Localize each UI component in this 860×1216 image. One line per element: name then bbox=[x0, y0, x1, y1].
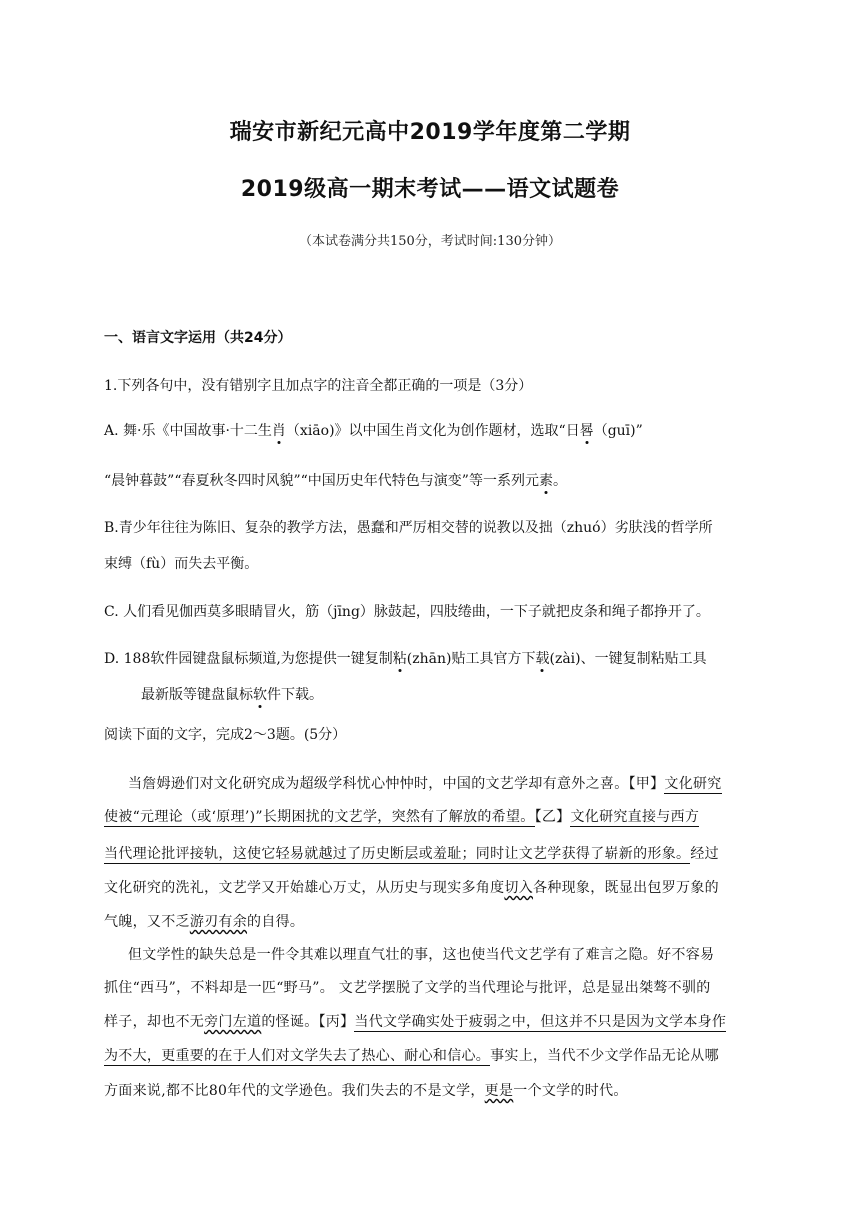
text-run: 。 bbox=[552, 473, 567, 489]
passage-p1-line5 bbox=[104, 911, 304, 931]
wavy-underlined-text: 切入 bbox=[504, 880, 534, 896]
dotted-char: 肖 bbox=[271, 423, 286, 439]
dotted-char: 素 bbox=[538, 473, 553, 489]
underlined-text: 文化研究 bbox=[664, 776, 722, 792]
passage-p2-line2: 抓住“西马”，不料却是一匹“野马”。 文艺学摆脱了文学的当代理论与批评，总是显出桀骜不驯的 bbox=[104, 980, 711, 996]
dotted-char: 载 bbox=[535, 651, 550, 667]
text-run: 一个文学的时代。 bbox=[513, 1083, 628, 1099]
option-a-line2 bbox=[104, 470, 567, 490]
section-heading: 一、语言文字运用（共24分） bbox=[104, 330, 292, 346]
text-run: 事实上，当代不少文学作品无论从哪 bbox=[490, 1048, 719, 1064]
text-run: 气魄，又不乏 bbox=[104, 914, 190, 930]
underlined-text: 文化研究直接与西方 bbox=[570, 809, 700, 825]
text-run: 件下载。 bbox=[267, 687, 323, 703]
text-run: 各种现象，既显出包罗万象的 bbox=[533, 880, 719, 896]
text-run: (zhān)贴工具官方下 bbox=[406, 651, 536, 667]
wavy-underlined-text: 旁门左道 bbox=[204, 1014, 262, 1030]
underlined-text: 使被“元理论（或‘原理’)”长期困扰的文艺学，突然有了解放的希望。 bbox=[104, 809, 535, 825]
option-d-line2 bbox=[141, 684, 323, 704]
text-run: （guī)” bbox=[593, 423, 643, 439]
passage-p2-line5 bbox=[104, 1080, 628, 1100]
passage-p2-line3 bbox=[104, 1011, 726, 1031]
text-run: 样子，却也不无 bbox=[104, 1014, 205, 1030]
text-run: 当詹姆逊们对文化研究成为超级学科忧心忡忡时，中国的文艺学却有意外之喜。【甲】 bbox=[128, 776, 665, 792]
text-run: 的自得。 bbox=[247, 914, 305, 930]
passage-p1-line4 bbox=[104, 877, 719, 897]
passage-p2-line1: 但文学性的缺失总是一件令其难以理直气壮的事，这也使当代文艺学有了难言之隐。好不容易 bbox=[128, 947, 715, 963]
text-run: 最新版等键盘鼠标 bbox=[141, 687, 253, 703]
option-b-line1: B.青少年往往为陈旧、复杂的教学方法，愚蠢和严厉相交替的说教以及拙（zhuó）劣肤浅的哲学所 bbox=[104, 520, 713, 536]
text-run: 的怪诞。【丙】 bbox=[261, 1014, 355, 1030]
text-run: D. 188软件园键盘鼠标频道,为您提供一键复制 bbox=[104, 651, 393, 667]
underlined-text: 当代文学确实处于疲弱之中，但这并不只是因为文学本身作 bbox=[354, 1014, 727, 1030]
question-1-stem: 1.下列各句中，没有错别字且加点字的注音全都正确的一项是（3分） bbox=[104, 378, 533, 394]
reading-intro: 阅读下面的文字，完成2～3题。(5分） bbox=[104, 727, 347, 743]
dotted-char: 粘 bbox=[392, 651, 407, 667]
passage-p1-line3 bbox=[104, 843, 719, 863]
underlined-text: 当代理论批评接轨，这使它轻易就越过了历史断层或羞耻；同时让文艺学获得了崭新的形象。 bbox=[104, 846, 691, 862]
wavy-underlined-text: 更是 bbox=[484, 1083, 514, 1099]
text-run: 经过 bbox=[690, 846, 719, 862]
exam-title-line2: 2019级高一期末考试——语文试题卷 bbox=[240, 177, 620, 202]
text-run: （xiāo)》以中国生肖文化为创作题材，选取“日 bbox=[285, 423, 580, 439]
text-run: 方面来说,都不比80年代的文学逊色。我们失去的不是文学， bbox=[104, 1083, 485, 1099]
wavy-underlined-text: 游刃有余 bbox=[189, 914, 248, 930]
text-run: “晨钟暮鼓”“春夏秋冬四时风貌”“中国历史年代特色与演变”等一系列元 bbox=[104, 473, 539, 489]
option-c: C. 人们看见伽西莫多眼睛冒火，筋（jīng）脉鼓起，四肢绻曲，一下子就把皮条和绳子都挣开了。 bbox=[104, 604, 710, 620]
exam-note: （本试卷满分共150分，考试时间:130分钟） bbox=[298, 234, 561, 249]
passage-p1-line2 bbox=[104, 806, 699, 826]
text-run: 【乙】 bbox=[534, 809, 571, 825]
exam-title-line1: 瑞安市新纪元高中2019学年度第二学期 bbox=[229, 120, 631, 145]
text-run: 文化研究的洗礼，文艺学又开始雄心万丈，从历史与现实多角度 bbox=[104, 880, 505, 896]
dotted-char: 软 bbox=[253, 687, 267, 703]
passage-p1-line1 bbox=[128, 773, 722, 793]
underlined-text: 为不大，更重要的在于人们对文学失去了热心、耐心和信心。 bbox=[104, 1048, 491, 1064]
dotted-char: 晷 bbox=[579, 423, 594, 439]
text-run: A. 舞·乐《中国故事·十二生 bbox=[104, 423, 272, 439]
option-b-line2: 束缚（fù）而失去平衡。 bbox=[104, 556, 259, 572]
option-d-line1 bbox=[104, 648, 707, 668]
passage-p2-line4 bbox=[104, 1045, 719, 1065]
option-a-line1 bbox=[104, 420, 643, 440]
text-run: (zài)、一键复制粘贴工具 bbox=[549, 651, 707, 667]
